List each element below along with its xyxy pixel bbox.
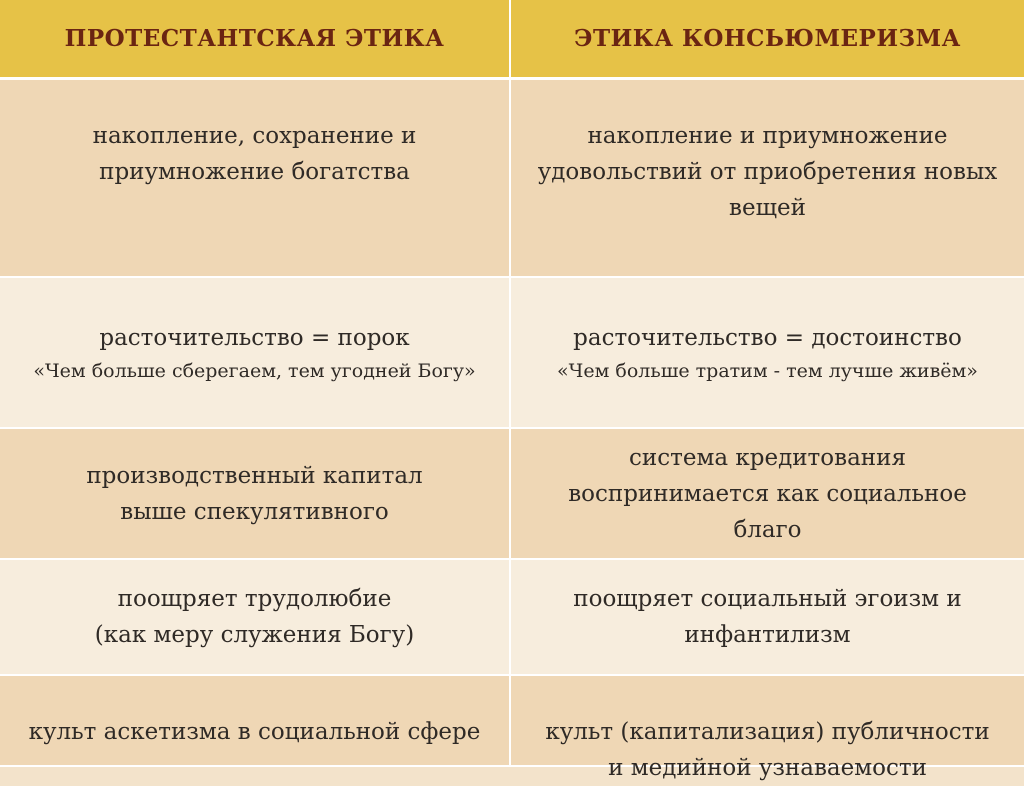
cell-text: воспринимается как социальное [568, 480, 967, 507]
cell-text: инфантилизм [684, 622, 851, 648]
row-3-protestant [0, 429, 511, 560]
cell-text: поощряет трудолюбие [117, 586, 392, 612]
cell-text: накопление, сохранение и [92, 123, 417, 149]
cell-text: приумножение богатства [99, 159, 410, 185]
cell-text: благо [733, 516, 802, 543]
row-2-protestant [0, 278, 511, 429]
cell-text: культ (капитализация) публичности [545, 719, 990, 745]
cell-text: культ аскетизма в социальной сфере [28, 719, 481, 745]
cell-text: накопление и приумножение [587, 123, 948, 149]
header-protestant-ethics [0, 0, 511, 80]
cell-text: поощряет социальный эгоизм и [573, 586, 962, 612]
cell-text: производственный капитал [86, 462, 423, 489]
cell-text: расточительство = достоинство [573, 324, 962, 351]
cell-quote: «Чем больше сберегаем, тем угодней Богу» [33, 359, 476, 382]
cell-text: (как меру служения Богу) [94, 622, 415, 648]
cell-text: удовольствий от приобретения новых [537, 159, 998, 185]
row-5-protestant [0, 676, 511, 767]
row-2-consumerism [511, 278, 1024, 429]
cell-text: система кредитования [629, 444, 906, 471]
cell-text: выше спекулятивного [120, 498, 389, 525]
row-1-protestant [0, 80, 511, 278]
row-4-consumerism [511, 560, 1024, 676]
cell-text: и медийной узнаваемости [608, 755, 927, 781]
header-consumerism-ethics [511, 0, 1024, 80]
cell-text: вещей [729, 195, 806, 221]
cell-quote: «Чем больше тратим - тем лучше живём» [557, 359, 978, 382]
header-label: ПРОТЕСТАНТСКАЯ ЭТИКА [64, 24, 445, 52]
row-1-consumerism [511, 80, 1024, 278]
row-4-protestant [0, 560, 511, 676]
header-label: ЭТИКА КОНСЬЮМЕРИЗМА [574, 24, 961, 52]
row-3-consumerism [511, 429, 1024, 560]
cell-text: расточительство = порок [99, 324, 410, 351]
row-5-consumerism [511, 676, 1024, 781]
